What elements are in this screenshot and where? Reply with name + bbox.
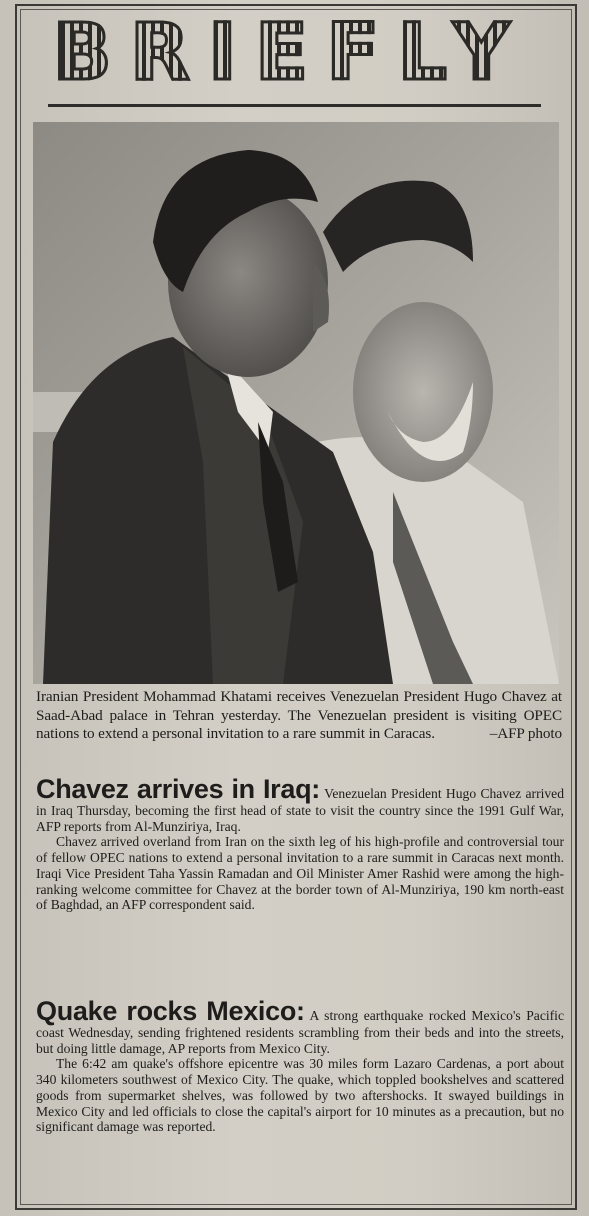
story-headline: Chavez arrives in Iraq: bbox=[36, 774, 320, 804]
story-chavez bbox=[36, 776, 564, 913]
masthead-rule bbox=[48, 104, 541, 107]
story-quake bbox=[36, 998, 564, 1135]
photo-credit: –AFP photo bbox=[489, 725, 562, 742]
masthead-title: BRIEFLY bbox=[52, 8, 528, 98]
story-lead: Venezuelan President Hugo Chavez arrived in Iraq Thursday, becoming the first head of state to visit the country since the 1991 Gulf War, AFP reports from Al-Munziriya, Iraq. bbox=[36, 786, 565, 834]
caption-text: Iranian President Mohammad Khatami receives Venezuelan President Hugo Chavez at Saad-Abad palace in Tehran yesterday. The Venezuelan president is visiting OPEC nations to extend a personal invitation to a rare summit in Caracas. bbox=[36, 688, 562, 742]
story-paragraph: Chavez arrived overland from Iran on the sixth leg of his high-profile and controversial tour of fellow OPEC nations to extend a personal invitation to a rare summit in Caracas next month. Iraqi Vice President Taha Yassin Ramadan and Oil Minister Amer Rashid were among the high-ranking welcome committee for Chavez at the border town of Al-Munziriya, 190 km north-east of Baghdad, an AFP correspondent said. bbox=[36, 834, 564, 913]
story-paragraph: The 6:42 am quake's offshore epicentre was 30 miles form Lazaro Cardenas, a port about 340 kilometers southwest of Mexico City. The quake, which toppled bookshelves and scattered goods from supermarket shelves, was followed by two aftershocks. It swayed buildings in Mexico City and led officials to close the capital's airport for 10 minutes as a precaution, but no significant damage was reported. bbox=[36, 1056, 564, 1135]
photo-caption bbox=[36, 688, 562, 744]
story-headline: Quake rocks Mexico: bbox=[36, 996, 305, 1026]
masthead bbox=[30, 8, 550, 98]
news-photo bbox=[33, 122, 559, 684]
photo-illustration bbox=[33, 122, 559, 684]
story-lead: A strong earthquake rocked Mexico's Pacific coast Wednesday, sending frightened residents scrambling from their beds and into the streets, but doing little damage, AP reports from Mexico City. bbox=[36, 1008, 564, 1056]
